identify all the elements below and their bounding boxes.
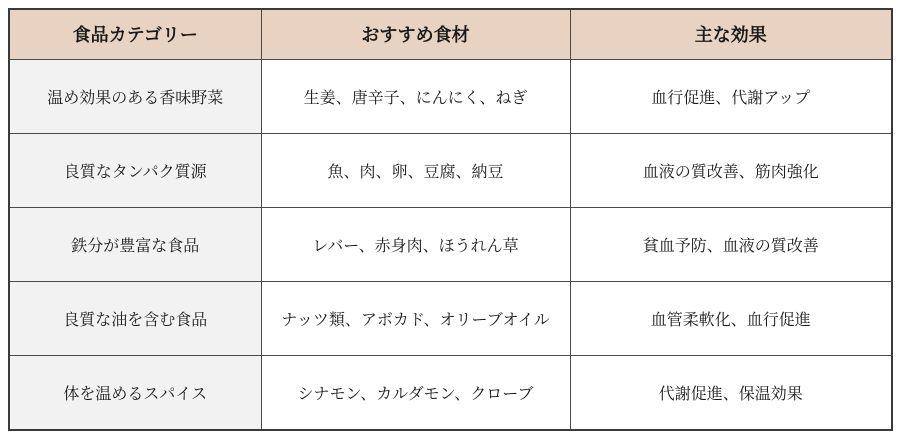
cell-foods: レバー、赤身肉、ほうれん草 xyxy=(261,207,570,281)
cell-effects: 貧血予防、血液の質改善 xyxy=(570,207,892,281)
header-cell-category: 食品カテゴリー xyxy=(9,9,261,59)
cell-category: 良質なタンパク質源 xyxy=(9,133,261,207)
food-category-table xyxy=(8,8,893,431)
cell-foods: 生姜、唐辛子、にんにく、ねぎ xyxy=(261,59,570,133)
header-row xyxy=(9,9,892,59)
cell-category: 温め効果のある香味野菜 xyxy=(9,59,261,133)
header-cell-effects: 主な効果 xyxy=(570,9,892,59)
table-row xyxy=(9,133,892,207)
table-row xyxy=(9,59,892,133)
cell-foods: 魚、肉、卵、豆腐、納豆 xyxy=(261,133,570,207)
cell-effects: 血管柔軟化、血行促進 xyxy=(570,282,892,356)
cell-category: 鉄分が豊富な食品 xyxy=(9,207,261,281)
cell-foods: ナッツ類、アボカド、オリーブオイル xyxy=(261,282,570,356)
cell-effects: 血液の質改善、筋肉強化 xyxy=(570,133,892,207)
cell-foods: シナモン、カルダモン、クローブ xyxy=(261,356,570,430)
table-row xyxy=(9,356,892,430)
cell-category: 体を温めるスパイス xyxy=(9,356,261,430)
table-row xyxy=(9,207,892,281)
cell-category: 良質な油を含む食品 xyxy=(9,282,261,356)
table-row xyxy=(9,282,892,356)
cell-effects: 代謝促進、保温効果 xyxy=(570,356,892,430)
header-cell-foods: おすすめ食材 xyxy=(261,9,570,59)
cell-effects: 血行促進、代謝アップ xyxy=(570,59,892,133)
